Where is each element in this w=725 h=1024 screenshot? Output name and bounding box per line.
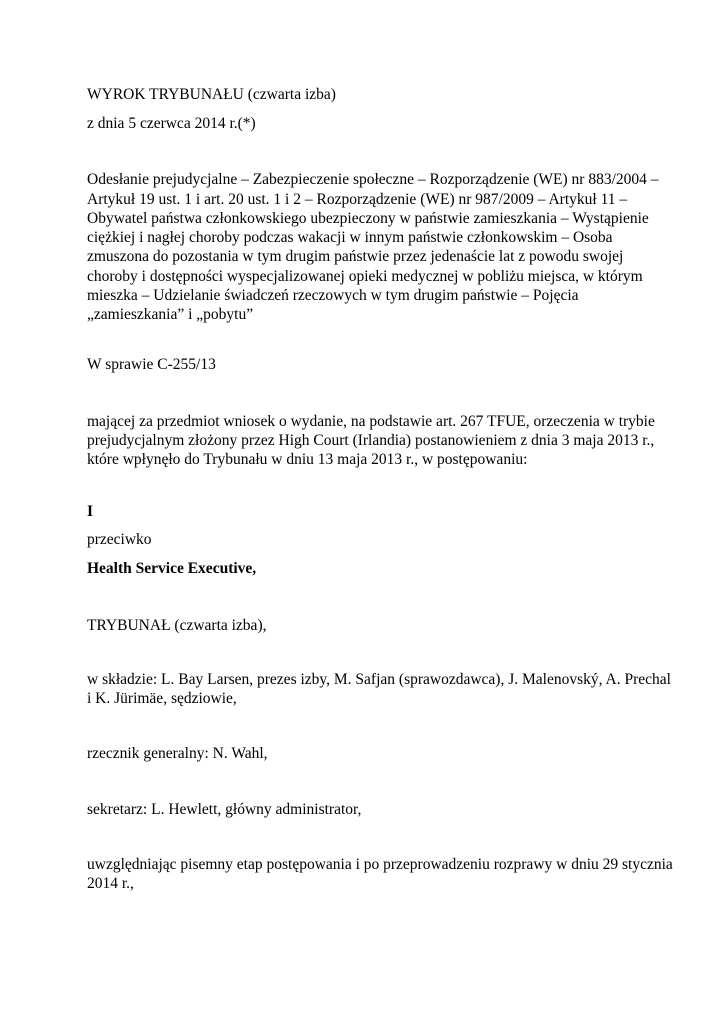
procedure-line: 2014 r.,	[87, 875, 134, 892]
party-one: I	[87, 503, 94, 520]
keywords-line: Artykuł 19 ust. 1 i art. 20 ust. 1 i 2 – Rozporządzenie (WE) nr 987/2009 – Artykuł 11 –	[87, 191, 628, 208]
keywords-line: mieszka – Udzielanie świadczeń rzeczowych w tym drugim państwie – Pojęcia	[87, 287, 579, 304]
composition-line: i K. Jürimäe, sędziowie,	[87, 690, 237, 707]
keywords-line: ciężkiej i nagłej choroby podczas wakacji w innym państwie członkowskim – Osoba	[87, 229, 613, 246]
registrar: sekretarz: L. Hewlett, główny administrator,	[87, 801, 362, 818]
keywords-line: „zamieszkania” i „pobytu”	[87, 306, 254, 323]
subject-line: mającej za przedmiot wniosek o wydanie, na podstawie art. 267 TFUE, orzeczenia w trybie	[87, 413, 655, 430]
subject-line: prejudycjalnym złożony przez High Court (Irlandia) postanowieniem z dnia 3 maja 2013 r.,	[87, 432, 655, 449]
advocate-general: rzecznik generalny: N. Wahl,	[87, 745, 268, 762]
keywords-line: zmuszona do pozostania w tym drugim państwie przez jedenaście lat z powodu swojej	[87, 248, 624, 265]
keywords-line: Odesłanie prejudycjalne – Zabezpieczenie społeczne – Rozporządzenie (WE) nr 883/2004 –	[87, 171, 659, 188]
procedure-line: uwzględniając pisemny etap postępowania i po przeprowadzeniu rozprawy w dniu 29 stycznia	[87, 856, 673, 873]
subject-line: które wpłynęło do Trybunału w dniu 13 maja 2013 r., w postępowaniu:	[87, 451, 528, 468]
judgment-date: z dnia 5 czerwca 2014 r.(*)	[87, 115, 256, 132]
judgment-title: WYROK TRYBUNAŁU (czwarta izba)	[87, 86, 336, 103]
keywords-line: Obywatel państwa członkowskiego ubezpieczony w państwie zamieszkania – Wystąpienie	[87, 210, 649, 227]
composition-line: w składzie: L. Bay Larsen, prezes izby, M. Safjan (sprawozdawca), J. Malenovský, A. Prechal	[87, 671, 671, 688]
court-name: TRYBUNAŁ (czwarta izba),	[87, 617, 267, 634]
versus-label: przeciwko	[87, 531, 152, 548]
party-two: Health Service Executive,	[87, 560, 257, 577]
case-number: W sprawie C‑255/13	[87, 356, 216, 373]
keywords-line: choroby i dostępności wyspecjalizowanej opieki medycznej w pobliżu miejsca, w którym	[87, 268, 643, 285]
